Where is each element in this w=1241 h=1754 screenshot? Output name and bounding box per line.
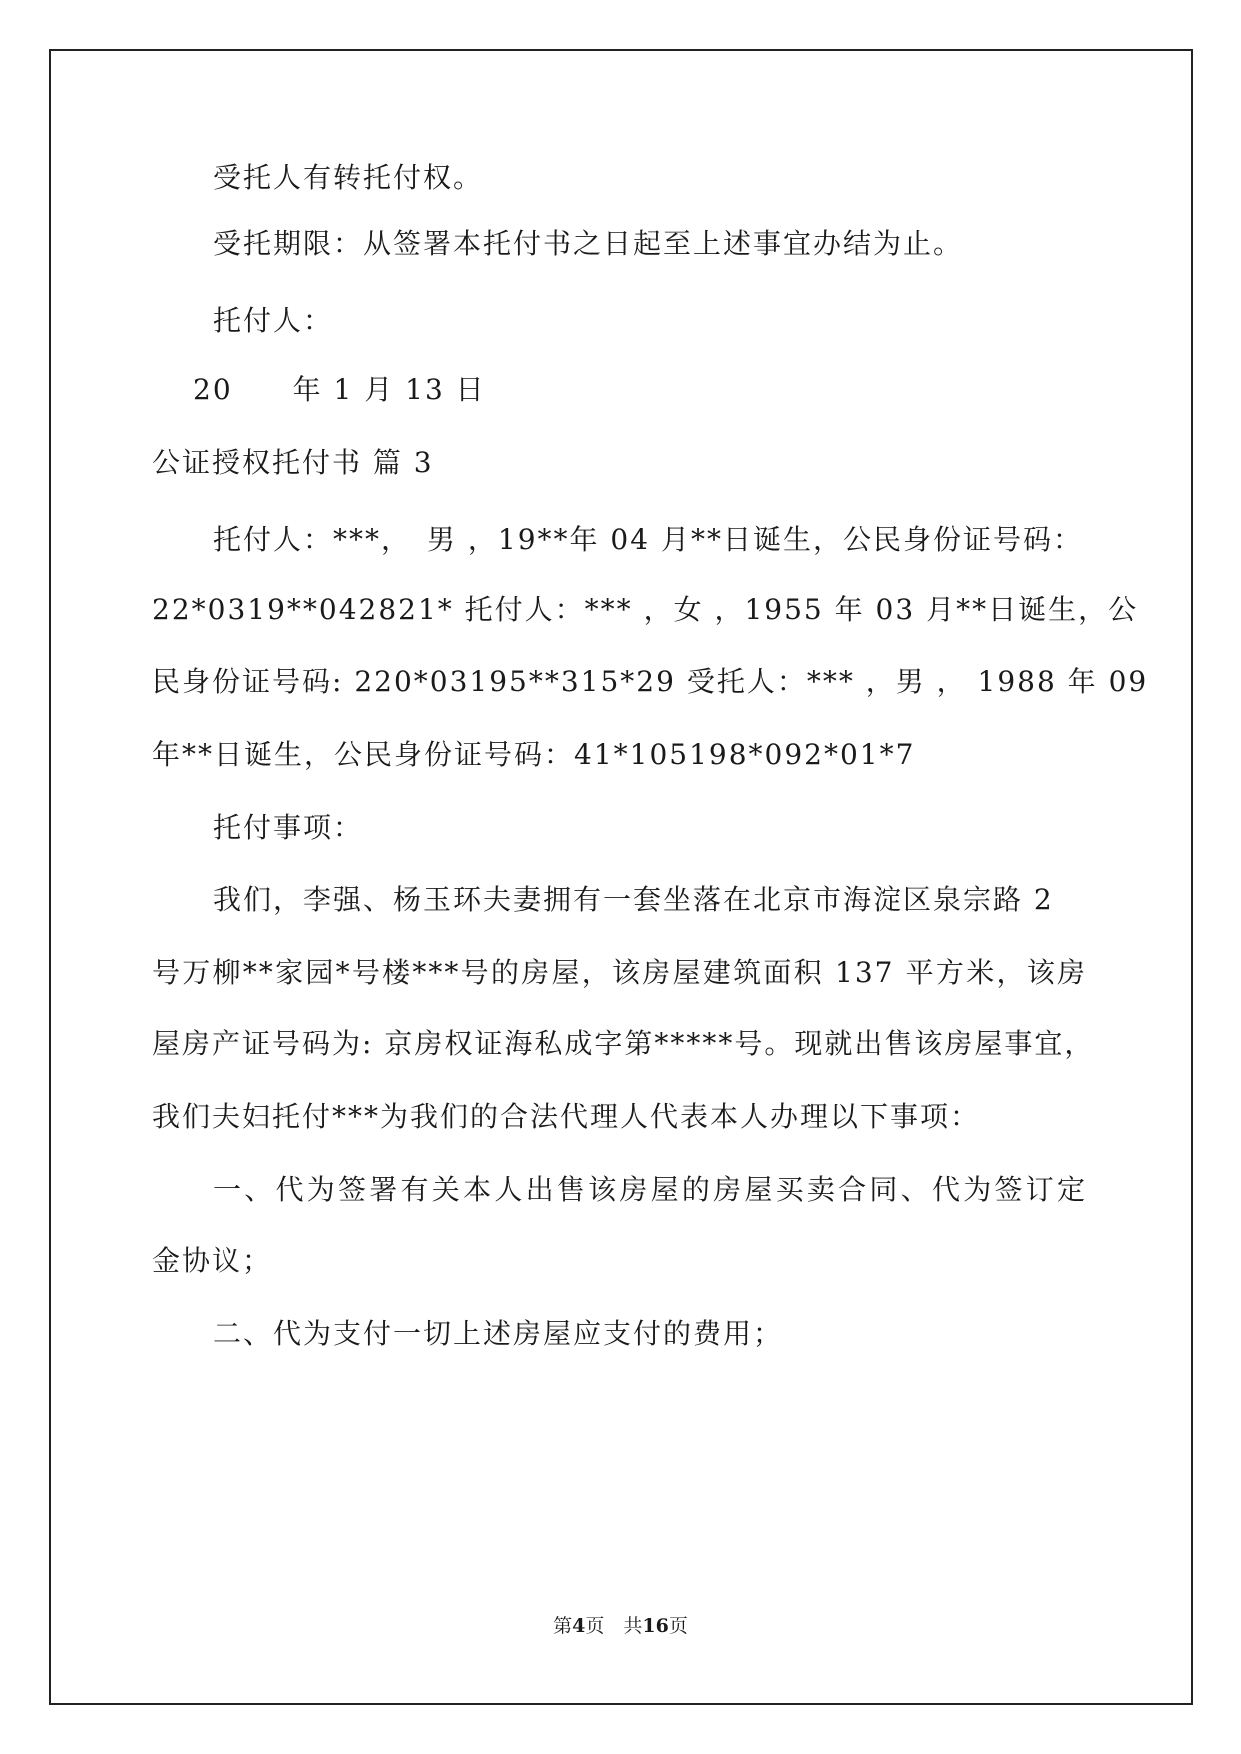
text-line-term: 受托期限：从签署本托付书之日起至上述事宜办结为止。 (213, 227, 964, 260)
text-line-principal-2: 22*0319**042821* 托付人：*** ，女 ，1955 年 03 月**日诞生，公 (152, 593, 1139, 626)
text-line-principal-signature: 托付人： (213, 304, 334, 337)
item-one-line-2: 金协议； (152, 1244, 273, 1277)
page-border (49, 49, 1193, 1705)
text-line-agent-id: 年**日诞生，公民身份证号码：41*105198*092*01*7 (152, 738, 916, 771)
text-line-agent: 民身份证号码: 220*03195**315*29 受托人：*** ，男 ， 1988 年 09 (152, 665, 1149, 698)
footer-prefix: 第 (553, 1615, 573, 1637)
paragraph-line-2: 号万柳**家园*号楼***号的房屋，该房屋建筑面积 137 平方米，该房 (152, 956, 1087, 989)
text-line-date: 20 年 1 月 13 日 (193, 373, 486, 406)
item-one-line-1: 一、代为签署有关本人出售该房屋的房屋买卖合同、代为签订定 (213, 1173, 1087, 1206)
text-line-transfer-right: 受托人有转托付权。 (213, 161, 484, 194)
item-two: 二、代为支付一切上述房屋应支付的费用； (213, 1317, 784, 1350)
page-footer (0, 1614, 1241, 1638)
text-line-matters-heading: 托付事项： (213, 811, 364, 844)
text-line-principal-1: 托付人：***， 男 ，19**年 04 月**日诞生，公民身份证号码： (213, 523, 1083, 556)
paragraph-line-1: 我们，李强、杨玉环夫妻拥有一套坐落在北京市海淀区泉宗路 2 (213, 883, 1054, 916)
footer-page-suffix: 页 共 (585, 1615, 643, 1637)
footer-total-suffix: 页 (668, 1615, 688, 1637)
footer-page-number: 4 (572, 1615, 586, 1637)
footer-total-pages: 16 (642, 1615, 669, 1637)
section-heading: 公证授权托付书 篇 3 (152, 446, 434, 479)
paragraph-line-3: 屋房产证号码为: 京房权证海私成字第*****号。现就出售该房屋事宜， (152, 1027, 1095, 1060)
paragraph-line-4: 我们夫妇托付***为我们的合法代理人代表本人办理以下事项： (152, 1100, 981, 1133)
